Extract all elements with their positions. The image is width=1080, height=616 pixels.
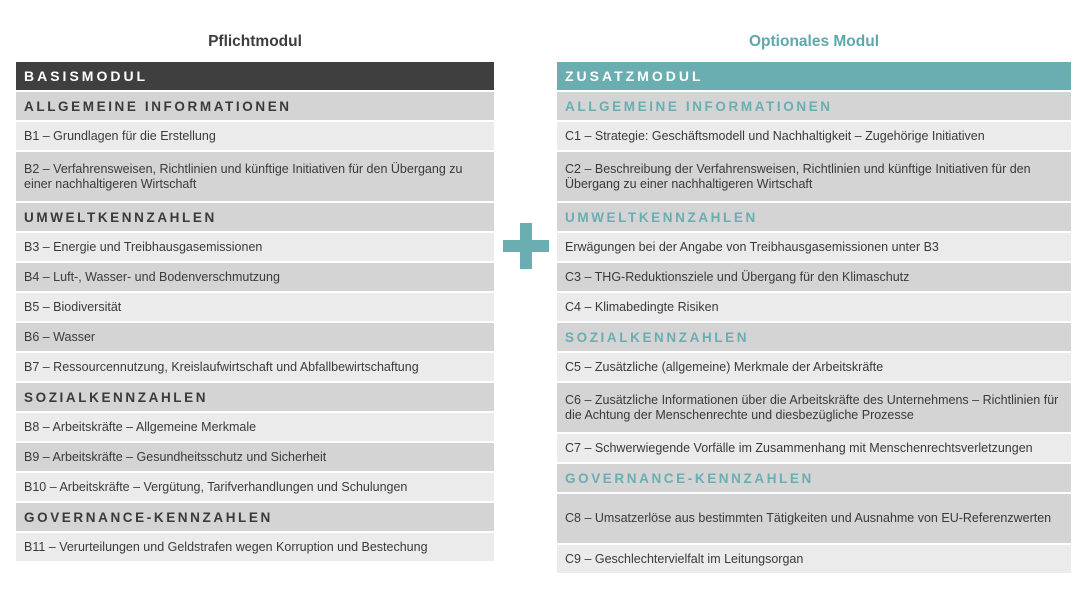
plus-icon-horizontal-bar: [503, 240, 549, 252]
left-section-header: UMWELTKENNZAHLEN: [16, 203, 494, 233]
left-disclosure-row: B3 – Energie und Treibhausgasemissionen: [16, 233, 494, 263]
right-section-header: GOVERNANCE-KENNZAHLEN: [557, 464, 1071, 494]
right-disclosure-row: Erwägungen bei der Angabe von Treibhausgasemissionen unter B3: [557, 233, 1071, 263]
right-section-header: ALLGEMEINE INFORMATIONEN: [557, 92, 1071, 122]
left-section-header: SOZIALKENNZAHLEN: [16, 383, 494, 413]
left-section-header: GOVERNANCE-KENNZAHLEN: [16, 503, 494, 533]
left-disclosure-row: B4 – Luft-, Wasser- und Bodenverschmutzung: [16, 263, 494, 293]
right-section-header: UMWELTKENNZAHLEN: [557, 203, 1071, 233]
left-disclosure-row: B5 – Biodiversität: [16, 293, 494, 323]
right-rows: [557, 62, 1071, 575]
right-disclosure-row: C4 – Klimabedingte Risiken: [557, 293, 1071, 323]
pflichtmodul-column: [16, 0, 494, 563]
left-section-header: ALLGEMEINE INFORMATIONEN: [16, 92, 494, 122]
left-column-title: Pflichtmodul: [208, 33, 302, 50]
left-disclosure-row: B10 – Arbeitskräfte – Vergütung, Tarifverhandlungen und Schulungen: [16, 473, 494, 503]
left-disclosure-row: B8 – Arbeitskräfte – Allgemeine Merkmale: [16, 413, 494, 443]
right-disclosure-row: C1 – Strategie: Geschäftsmodell und Nachhaltigkeit – Zugehörige Initiativen: [557, 122, 1071, 152]
right-disclosure-row: C2 – Beschreibung der Verfahrensweisen, Richtlinien und künftige Initiativen für den Übergang zu einer nachhaltigeren Wirtschaft: [557, 152, 1071, 203]
right-disclosure-row: C5 – Zusätzliche (allgemeine) Merkmale der Arbeitskräfte: [557, 353, 1071, 383]
right-disclosure-row: C8 – Umsatzerlöse aus bestimmten Tätigkeiten und Ausnahme von EU-Referenzwerten: [557, 494, 1071, 545]
right-disclosure-row: C7 – Schwerwiegende Vorfälle im Zusammenhang mit Menschenrechtsverletzungen: [557, 434, 1071, 464]
left-rows: [16, 62, 494, 563]
right-module-header: ZUSATZMODUL: [557, 62, 1071, 92]
right-disclosure-row: C9 – Geschlechtervielfalt im Leitungsorgan: [557, 545, 1071, 575]
left-disclosure-row: B1 – Grundlagen für die Erstellung: [16, 122, 494, 152]
left-module-header: BASISMODUL: [16, 62, 494, 92]
left-disclosure-row: B2 – Verfahrensweisen, Richtlinien und künftige Initiativen für den Übergang zu einer nachhaltigeren Wirtschaft: [16, 152, 494, 203]
left-disclosure-row: B11 – Verurteilungen und Geldstrafen wegen Korruption und Bestechung: [16, 533, 494, 563]
right-disclosure-row: C3 – THG-Reduktionsziele und Übergang für den Klimaschutz: [557, 263, 1071, 293]
right-column-title: Optionales Modul: [748, 33, 880, 50]
left-disclosure-row: B6 – Wasser: [16, 323, 494, 353]
right-disclosure-row: C6 – Zusätzliche Informationen über die Arbeitskräfte des Unternehmens – Richtlinien für die Achtung der Menschenrechte und diesbezügliche Prozesse: [557, 383, 1071, 434]
left-disclosure-row: B7 – Ressourcennutzung, Kreislaufwirtschaft und Abfallbewirtschaftung: [16, 353, 494, 383]
optionales-modul-column: [557, 0, 1071, 575]
left-disclosure-row: B9 – Arbeitskräfte – Gesundheitsschutz und Sicherheit: [16, 443, 494, 473]
plus-icon: [503, 223, 549, 269]
right-section-header: SOZIALKENNZAHLEN: [557, 323, 1071, 353]
